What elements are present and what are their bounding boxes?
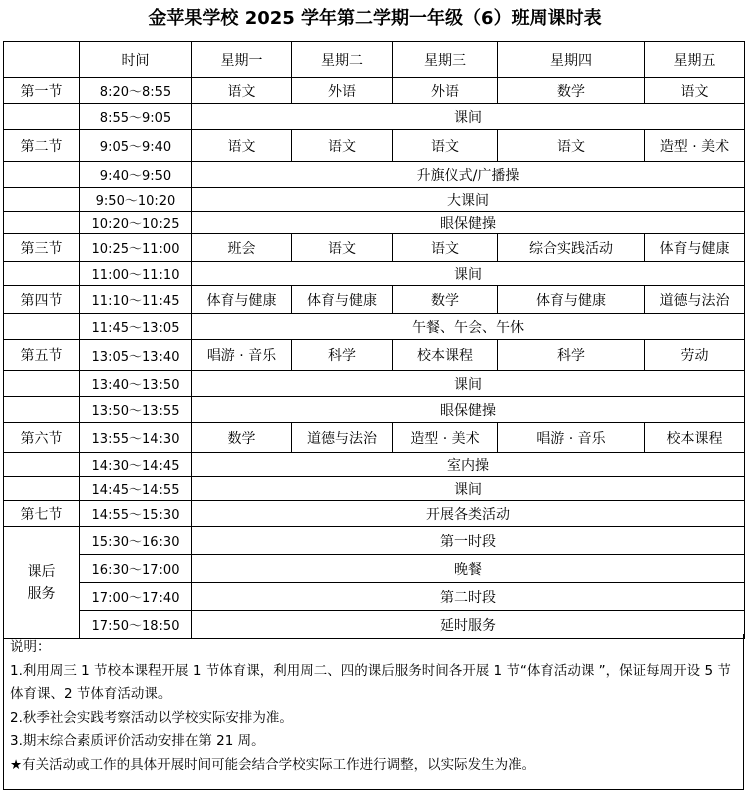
subject-cell: 体育与健康 bbox=[498, 286, 645, 314]
service-label bbox=[4, 527, 80, 639]
time-cell: 17:00～17:40 bbox=[80, 583, 192, 611]
time-cell: 13:40～13:50 bbox=[80, 371, 192, 397]
subject-cell: 造型 · 美术 bbox=[645, 130, 745, 162]
period-label bbox=[4, 371, 80, 397]
subject-cell: 唱游 · 音乐 bbox=[192, 340, 292, 371]
subject-cell: 外语 bbox=[292, 78, 393, 104]
subject-cell: 语文 bbox=[393, 234, 498, 262]
time-cell: 15:30～16:30 bbox=[80, 527, 192, 555]
table-row bbox=[4, 371, 745, 397]
activity-cell: 第二时段 bbox=[192, 583, 745, 611]
period-label: 第三节 bbox=[4, 234, 80, 262]
header-day: 星期三 bbox=[393, 42, 498, 78]
notes-heading: 说明： bbox=[10, 639, 51, 655]
subject-cell: 唱游 · 音乐 bbox=[498, 423, 645, 453]
time-cell: 17:50～18:50 bbox=[80, 611, 192, 639]
period-label: 第五节 bbox=[4, 340, 80, 371]
period-label bbox=[4, 162, 80, 188]
notes-box bbox=[3, 634, 744, 790]
note-item-1: 1.利用周三 1 节校本课程开展 1 节体育课，利用周二、四的课后服务时间各开展 1 节“体育活动课 ”，保证每周开设 5 节体育课、2 节体育活动课。 bbox=[10, 662, 731, 702]
time-cell: 13:55～14:30 bbox=[80, 423, 192, 453]
period-label bbox=[4, 477, 80, 501]
time-cell: 16:30～17:00 bbox=[80, 555, 192, 583]
table-row bbox=[4, 262, 745, 286]
time-cell: 10:20～10:25 bbox=[80, 212, 192, 234]
time-cell: 10:25～11:00 bbox=[80, 234, 192, 262]
activity-cell: 课间 bbox=[192, 371, 745, 397]
table-row bbox=[4, 234, 745, 262]
activity-cell: 第一时段 bbox=[192, 527, 745, 555]
period-label: 第六节 bbox=[4, 423, 80, 453]
period-label: 第一节 bbox=[4, 78, 80, 104]
subject-cell: 数学 bbox=[498, 78, 645, 104]
subject-cell: 语文 bbox=[498, 130, 645, 162]
subject-cell: 校本课程 bbox=[393, 340, 498, 371]
table-row bbox=[4, 583, 745, 611]
table-row bbox=[4, 78, 745, 104]
header-corner bbox=[4, 42, 80, 78]
service-label-line1: 课后 bbox=[27, 563, 56, 580]
table-row bbox=[4, 501, 745, 527]
header-row bbox=[4, 42, 745, 78]
header-day: 星期一 bbox=[192, 42, 292, 78]
table-row bbox=[4, 477, 745, 501]
period-label bbox=[4, 104, 80, 130]
table-row bbox=[4, 423, 745, 453]
time-cell: 13:50～13:55 bbox=[80, 397, 192, 423]
time-cell: 13:05～13:40 bbox=[80, 340, 192, 371]
subject-cell: 外语 bbox=[393, 78, 498, 104]
time-cell: 8:55～9:05 bbox=[80, 104, 192, 130]
activity-cell: 眼保健操 bbox=[192, 397, 745, 423]
time-cell: 9:50～10:20 bbox=[80, 188, 192, 212]
activity-cell: 晚餐 bbox=[192, 555, 745, 583]
table-row bbox=[4, 286, 745, 314]
activity-cell: 室内操 bbox=[192, 453, 745, 477]
activity-cell: 大课间 bbox=[192, 188, 745, 212]
subject-cell: 科学 bbox=[292, 340, 393, 371]
activity-cell: 眼保健操 bbox=[192, 212, 745, 234]
table-row bbox=[4, 340, 745, 371]
time-cell: 9:40～9:50 bbox=[80, 162, 192, 188]
subject-cell: 班会 bbox=[192, 234, 292, 262]
activity-cell: 延时服务 bbox=[192, 611, 745, 639]
table-row bbox=[4, 212, 745, 234]
subject-cell: 体育与健康 bbox=[645, 234, 745, 262]
subject-cell: 道德与法治 bbox=[645, 286, 745, 314]
subject-cell: 语文 bbox=[292, 130, 393, 162]
period-label bbox=[4, 212, 80, 234]
page-title: 金苹果学校 2025 学年第二学期一年级（6）班周课时表 bbox=[148, 8, 602, 29]
subject-cell: 语文 bbox=[292, 234, 393, 262]
period-label bbox=[4, 188, 80, 212]
period-label: 第二节 bbox=[4, 130, 80, 162]
time-cell: 11:45～13:05 bbox=[80, 314, 192, 340]
header-day: 星期五 bbox=[645, 42, 745, 78]
period-label bbox=[4, 262, 80, 286]
activity-cell: 升旗仪式/广播操 bbox=[192, 162, 745, 188]
period-label: 第七节 bbox=[4, 501, 80, 527]
service-label-line2: 服务 bbox=[27, 585, 56, 602]
table-row bbox=[4, 527, 745, 555]
time-cell: 14:30～14:45 bbox=[80, 453, 192, 477]
header-day: 星期二 bbox=[292, 42, 393, 78]
subject-cell: 劳动 bbox=[645, 340, 745, 371]
activity-cell: 课间 bbox=[192, 104, 745, 130]
subject-cell: 语文 bbox=[192, 78, 292, 104]
note-item-2: 2.秋季社会实践考察活动以学校实际安排为准。 bbox=[10, 709, 293, 726]
table-row bbox=[4, 104, 745, 130]
subject-cell: 体育与健康 bbox=[192, 286, 292, 314]
subject-cell: 校本课程 bbox=[645, 423, 745, 453]
subject-cell: 道德与法治 bbox=[292, 423, 393, 453]
activity-cell: 午餐、午会、午休 bbox=[192, 314, 745, 340]
subject-cell: 语文 bbox=[192, 130, 292, 162]
activity-cell: 开展各类活动 bbox=[192, 501, 745, 527]
time-cell: 14:55～15:30 bbox=[80, 501, 192, 527]
subject-cell: 科学 bbox=[498, 340, 645, 371]
note-item-3: 3.期末综合素质评价活动安排在第 21 周。 bbox=[10, 733, 265, 749]
subject-cell: 语文 bbox=[645, 78, 745, 104]
table-row bbox=[4, 162, 745, 188]
subject-cell: 综合实践活动 bbox=[498, 234, 645, 262]
table-row bbox=[4, 397, 745, 423]
period-label bbox=[4, 397, 80, 423]
table-row bbox=[4, 188, 745, 212]
subject-cell: 体育与健康 bbox=[292, 286, 393, 314]
header-time: 时间 bbox=[80, 42, 192, 78]
period-label bbox=[4, 314, 80, 340]
activity-cell: 课间 bbox=[192, 262, 745, 286]
time-cell: 9:05～9:40 bbox=[80, 130, 192, 162]
period-label bbox=[4, 453, 80, 477]
timetable bbox=[3, 41, 745, 639]
subject-cell: 语文 bbox=[393, 130, 498, 162]
note-item-star: ★有关活动或工作的具体开展时间可能会结合学校实际工作进行调整，以实际发生为准。 bbox=[10, 756, 536, 773]
subject-cell: 数学 bbox=[192, 423, 292, 453]
table-row bbox=[4, 555, 745, 583]
table-row bbox=[4, 130, 745, 162]
time-cell: 14:45～14:55 bbox=[80, 477, 192, 501]
time-cell: 11:10～11:45 bbox=[80, 286, 192, 314]
header-day: 星期四 bbox=[498, 42, 645, 78]
subject-cell: 造型 · 美术 bbox=[393, 423, 498, 453]
time-cell: 8:20～8:55 bbox=[80, 78, 192, 104]
table-row bbox=[4, 314, 745, 340]
period-label: 第四节 bbox=[4, 286, 80, 314]
activity-cell: 课间 bbox=[192, 477, 745, 501]
table-row bbox=[4, 453, 745, 477]
time-cell: 11:00～11:10 bbox=[80, 262, 192, 286]
subject-cell: 数学 bbox=[393, 286, 498, 314]
